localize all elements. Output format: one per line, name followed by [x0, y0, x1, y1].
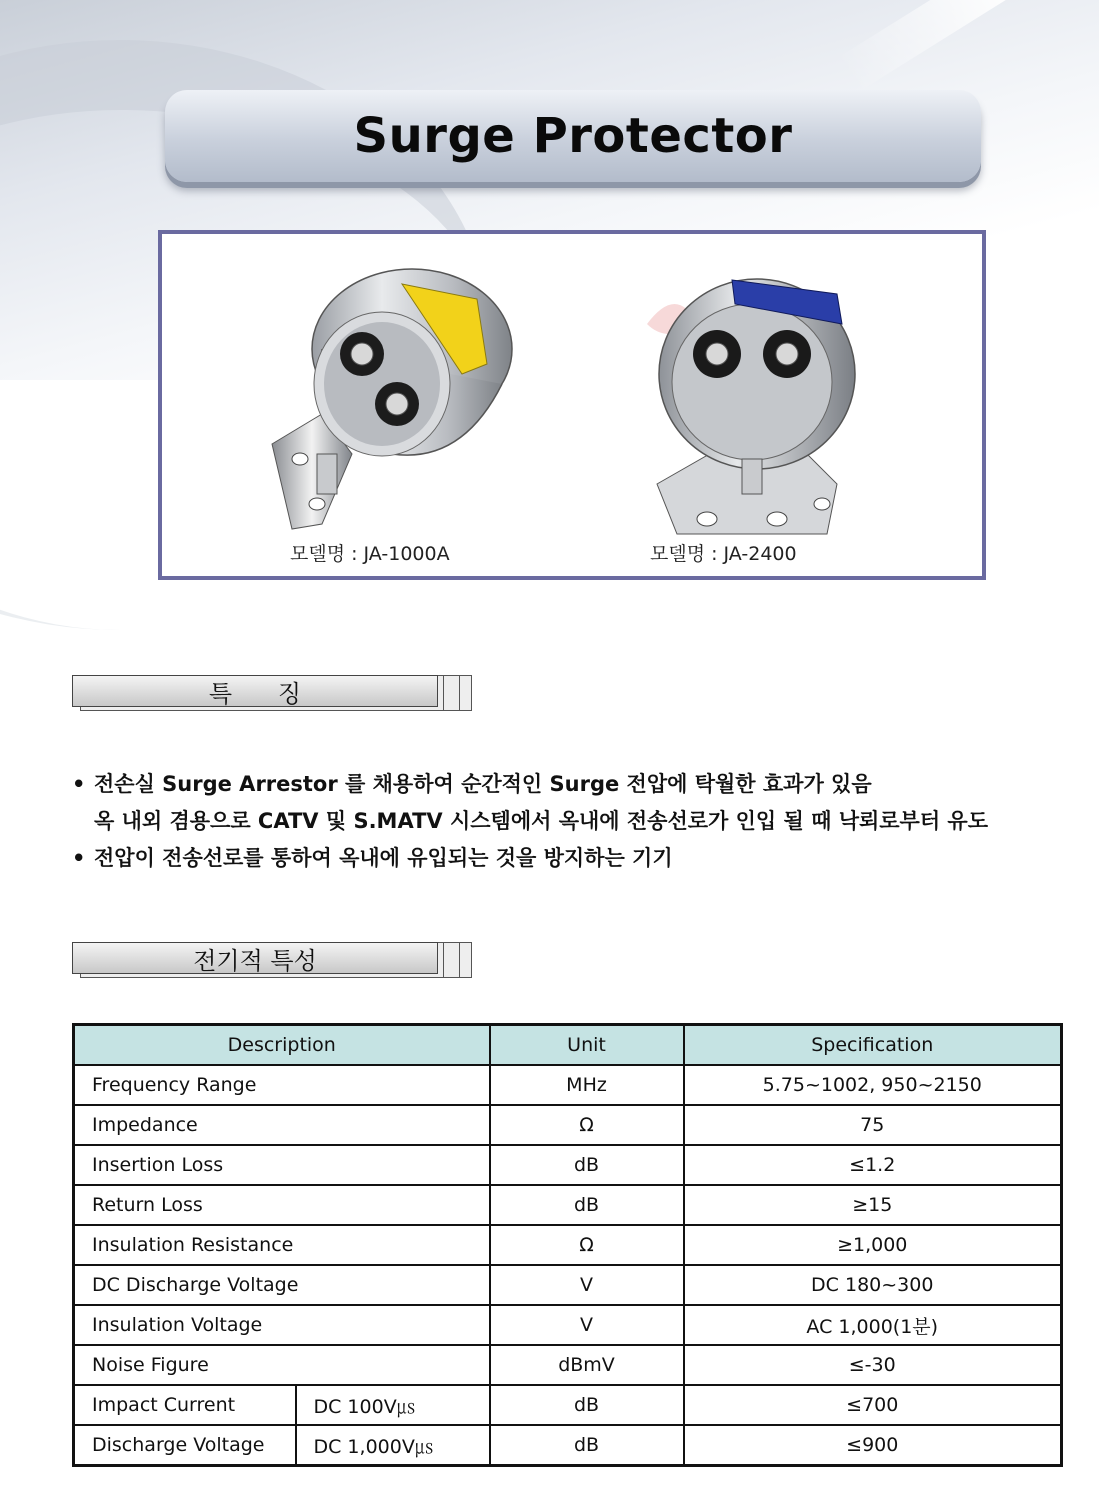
row-description: Return Loss	[74, 1185, 490, 1225]
features-section-tab	[72, 675, 472, 715]
model-label-ja-2400: 모델명 : JA-2400	[650, 543, 797, 565]
row-spec: ≤1.2	[684, 1145, 1062, 1185]
row-unit: dB	[490, 1185, 684, 1225]
page-title: Surge Protector	[353, 108, 793, 164]
row-description: Insulation Resistance	[74, 1225, 490, 1265]
product-image-frame	[158, 230, 986, 580]
row-description: DC Discharge Voltage	[74, 1265, 490, 1305]
table-row	[74, 1385, 1062, 1425]
row-unit: MHz	[490, 1065, 684, 1105]
spec-table	[72, 1023, 1063, 1467]
row-condition: DC 1,000V㎲	[296, 1425, 490, 1466]
product-image-ja-1000a	[262, 254, 522, 544]
row-spec: 75	[684, 1105, 1062, 1145]
row-description: Impact Current	[74, 1385, 296, 1425]
row-description: Discharge Voltage	[74, 1425, 296, 1466]
row-unit: dB	[490, 1145, 684, 1185]
row-description: Insulation Voltage	[74, 1305, 490, 1345]
table-row	[74, 1305, 1062, 1345]
header-specification: Specification	[684, 1025, 1062, 1066]
table-row	[74, 1265, 1062, 1305]
table-row	[74, 1345, 1062, 1385]
table-row	[74, 1145, 1062, 1185]
row-unit: dB	[490, 1385, 684, 1425]
table-row	[74, 1185, 1062, 1225]
row-unit: V	[490, 1305, 684, 1345]
table-header-row	[74, 1025, 1062, 1066]
table-row	[74, 1105, 1062, 1145]
row-condition: DC 100V㎲	[296, 1385, 490, 1425]
row-spec: 5.75~1002, 950~2150	[684, 1065, 1062, 1105]
row-spec: ≤-30	[684, 1345, 1062, 1385]
row-unit: dB	[490, 1425, 684, 1466]
row-spec: ≥15	[684, 1185, 1062, 1225]
header-unit: Unit	[490, 1025, 684, 1066]
row-description: Noise Figure	[74, 1345, 490, 1385]
row-description: Impedance	[74, 1105, 490, 1145]
electrical-section-tab	[72, 942, 472, 982]
feature-item: • 전손실 Surge Arrestor 를 채용하여 순간적인 Surge 전압에 탁월한 효과가 있음	[72, 772, 872, 796]
table-row	[74, 1225, 1062, 1265]
header-description: Description	[74, 1025, 490, 1066]
row-unit: V	[490, 1265, 684, 1305]
row-unit: Ω	[490, 1105, 684, 1145]
row-spec: ≥1,000	[684, 1225, 1062, 1265]
row-spec: AC 1,000(1분)	[684, 1305, 1062, 1345]
feature-item: 옥 내외 겸용으로 CATV 및 S.MATV 시스템에서 옥내에 전송선로가 인입 될 때 낙뢰로부터 유도	[94, 809, 989, 833]
model-label-ja-1000a: 모델명 : JA-1000A	[290, 543, 450, 565]
row-unit: Ω	[490, 1225, 684, 1265]
row-spec: ≤900	[684, 1425, 1062, 1466]
features-section-title: 특 징	[72, 675, 438, 707]
feature-item: • 전압이 전송선로를 통하여 옥내에 유입되는 것을 방지하는 기기	[72, 846, 673, 870]
electrical-section-title: 전기적 특성	[72, 942, 438, 974]
row-unit: dBmV	[490, 1345, 684, 1385]
row-spec: DC 180~300	[684, 1265, 1062, 1305]
features-list	[72, 766, 1032, 877]
row-spec: ≤700	[684, 1385, 1062, 1425]
title-banner	[165, 90, 981, 182]
row-description: Insertion Loss	[74, 1145, 490, 1185]
table-row	[74, 1065, 1062, 1105]
row-description: Frequency Range	[74, 1065, 490, 1105]
table-row	[74, 1425, 1062, 1466]
product-image-ja-2400	[637, 264, 857, 544]
